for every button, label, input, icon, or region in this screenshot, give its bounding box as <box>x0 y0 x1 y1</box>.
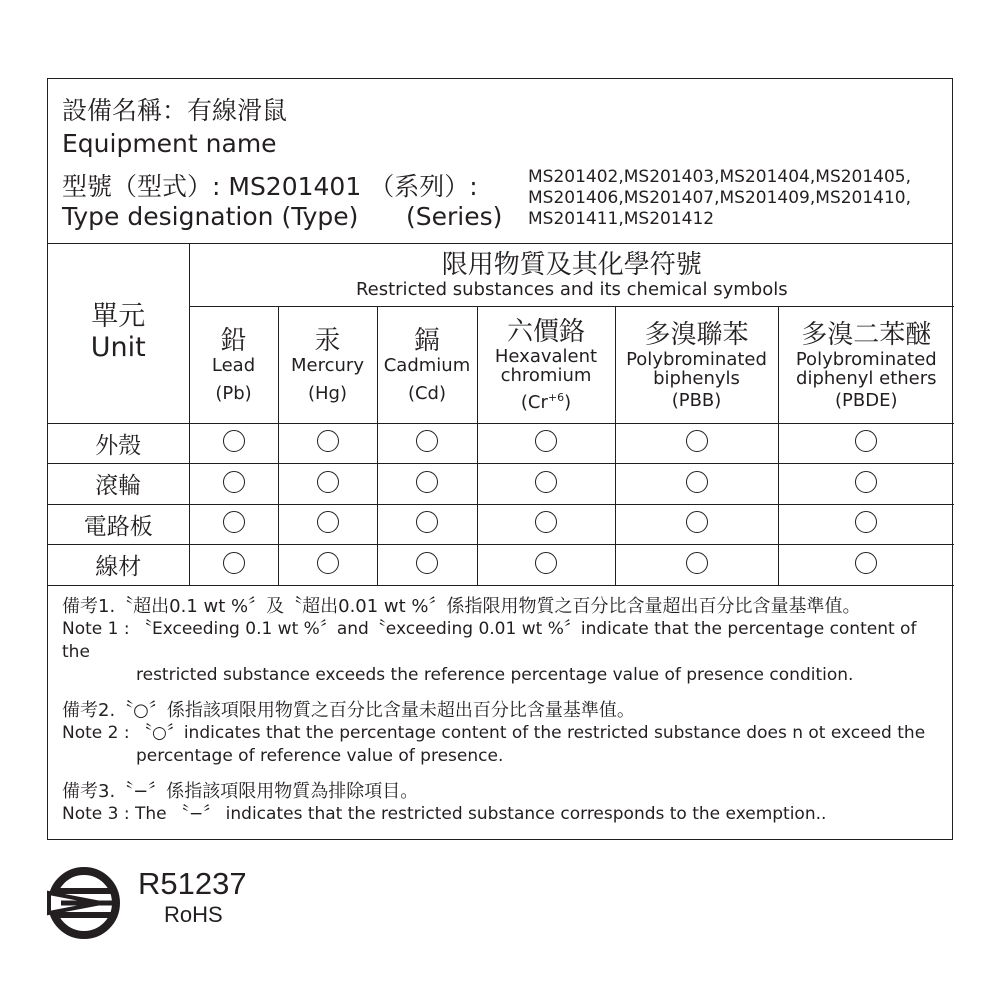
component-label: 電路板 <box>48 504 189 545</box>
compliance-cell <box>377 464 477 505</box>
compliance-circle-icon <box>855 471 877 493</box>
equipment-header <box>48 79 952 244</box>
substance-name-zh: 多溴二苯醚 <box>801 319 932 350</box>
rohs-label: RoHS <box>164 902 223 927</box>
substance-symbol <box>478 388 615 412</box>
compliance-cell <box>189 423 278 464</box>
compliance-circle-icon <box>317 511 339 533</box>
series-en: (Series) <box>406 202 503 231</box>
note-3-en: Note 3 : The 〝−〞 indicates that the restricted substance corresponds to the exemption.. <box>62 804 827 824</box>
series-models-line: MS201402,MS201403,MS201404,MS201405, <box>528 167 912 187</box>
substance-name-en-2: diphenyl ethers <box>796 367 937 389</box>
compliance-cell <box>778 545 954 586</box>
type-designation-en: Type designation (Type) <box>62 202 359 231</box>
symbol-text: (Cr <box>520 392 548 413</box>
note-3-zh: 備考3.〝−〞係指該項限用物質為排除項目。 <box>62 781 419 802</box>
note-2-en-continued: percentage of reference value of presence. <box>136 746 504 766</box>
compliance-circle-icon <box>317 471 339 493</box>
certification-info <box>138 866 247 928</box>
compliance-circle-icon <box>317 552 339 574</box>
substance-column-header <box>477 306 615 423</box>
substance-name-en: Lead <box>211 355 256 376</box>
note-2-en: Note 2 : 〝○〞indicates that the percentage content of the restricted substance does n ot exceed the <box>62 723 926 743</box>
substance-name-en-2: chromium <box>500 365 592 386</box>
symbol-superscript: +6 <box>547 391 565 404</box>
table-row <box>48 423 954 464</box>
compliance-circle-icon <box>686 552 708 574</box>
compliance-cell <box>615 423 778 464</box>
unit-header-en: Unit <box>90 332 146 364</box>
table-row <box>48 464 954 505</box>
series-models <box>528 167 948 230</box>
compliance-circle-icon <box>535 471 557 493</box>
compliance-cell <box>377 504 477 545</box>
notes-section <box>62 595 947 826</box>
component-label: 外殼 <box>48 423 189 464</box>
substances-title-cell <box>189 244 954 306</box>
component-label: 線材 <box>48 545 189 586</box>
rohs-declaration-sheet <box>47 78 953 840</box>
compliance-circle-icon <box>855 430 877 452</box>
substance-name-zh: 六價鉻 <box>506 317 585 347</box>
compliance-circle-icon <box>535 552 557 574</box>
compliance-cell <box>189 504 278 545</box>
restricted-substances-table <box>48 244 954 586</box>
compliance-circle-icon <box>223 471 245 493</box>
substance-symbol: (Hg) <box>307 383 347 404</box>
equipment-name-en: Equipment name <box>62 129 277 158</box>
compliance-circle-icon <box>317 430 339 452</box>
compliance-cell <box>377 423 477 464</box>
compliance-cell <box>189 545 278 586</box>
note-2-zh: 備考2.〝○〞係指該項限用物質之百分比含量未超出百分比含量基準值。 <box>62 700 635 721</box>
type-designation-zh: 型號（型式）: MS201401 （系列）: <box>62 172 478 201</box>
substances-title-en: Restricted substances and its chemical symbols <box>355 279 788 301</box>
series-models-line: MS201411,MS201412 <box>528 209 715 229</box>
compliance-circle-icon <box>416 552 438 574</box>
series-models-line: MS201406,MS201407,MS201409,MS201410, <box>528 188 912 208</box>
compliance-circle-icon <box>686 471 708 493</box>
substance-name-zh: 鎘 <box>413 326 440 356</box>
compliance-cell <box>778 423 954 464</box>
compliance-cell <box>778 464 954 505</box>
substance-name-en-2: biphenyls <box>653 367 740 389</box>
substance-name-en: Cadmium <box>383 355 471 376</box>
substance-column-header <box>778 306 954 423</box>
compliance-circle-icon <box>535 511 557 533</box>
substances-title-zh: 限用物質及其化學符號 <box>441 250 702 281</box>
substance-name-zh: 鉛 <box>220 326 247 356</box>
unit-header-zh: 單元 <box>91 301 146 333</box>
substance-symbol: (PBB) <box>671 389 722 411</box>
bsmi-certification-mark <box>45 866 123 944</box>
compliance-cell <box>189 464 278 505</box>
compliance-cell <box>477 545 615 586</box>
compliance-circle-icon <box>416 511 438 533</box>
compliance-circle-icon <box>223 511 245 533</box>
unit-header-cell <box>48 244 189 423</box>
substance-column-header <box>377 306 477 423</box>
compliance-circle-icon <box>855 552 877 574</box>
compliance-cell <box>477 423 615 464</box>
substance-symbol: (Pb) <box>215 383 252 404</box>
certification-code: R51237 <box>138 866 247 901</box>
table-row <box>48 545 954 586</box>
substance-column-header <box>189 306 278 423</box>
compliance-cell <box>615 464 778 505</box>
note-1-en-continued: restricted substance exceeds the reference percentage value of presence condition. <box>136 665 854 685</box>
table-row <box>48 504 954 545</box>
substance-name-en: Mercury <box>291 355 364 376</box>
compliance-cell <box>615 504 778 545</box>
compliance-circle-icon <box>535 430 557 452</box>
substance-symbol: (PBDE) <box>835 389 898 411</box>
compliance-cell <box>477 464 615 505</box>
substance-column-header <box>278 306 377 423</box>
equipment-name-zh: 設備名稱：有線滑鼠 <box>62 96 288 125</box>
substance-name-zh: 多溴聯苯 <box>644 319 749 350</box>
compliance-cell <box>615 545 778 586</box>
compliance-cell <box>278 464 377 505</box>
compliance-circle-icon <box>855 511 877 533</box>
compliance-cell <box>278 423 377 464</box>
note-1-en: Note 1 : 〝Exceeding 0.1 wt %〞and〝exceeding 0.01 wt %〞indicate that the percentage content of the <box>62 619 917 662</box>
note-1-zh: 備考1.〝超出0.1 wt %〞及〝超出0.01 wt %〞係指限用物質之百分比含量超出百分比含量基準值。 <box>62 596 861 617</box>
substance-column-header <box>615 306 778 423</box>
substance-name-en: Polybrominated <box>626 348 767 370</box>
compliance-cell <box>278 545 377 586</box>
substance-name-zh: 汞 <box>314 326 341 356</box>
compliance-cell <box>278 504 377 545</box>
symbol-close: ) <box>564 392 572 413</box>
compliance-circle-icon <box>416 471 438 493</box>
compliance-circle-icon <box>686 430 708 452</box>
bsmi-logo-icon <box>45 866 123 940</box>
compliance-circle-icon <box>686 511 708 533</box>
compliance-cell <box>477 504 615 545</box>
compliance-circle-icon <box>223 552 245 574</box>
substance-symbol: (Cd) <box>407 383 447 404</box>
compliance-circle-icon <box>223 430 245 452</box>
substance-name-en: Polybrominated <box>795 348 937 370</box>
compliance-cell <box>377 545 477 586</box>
substance-name-en: Hexavalent <box>494 346 598 367</box>
compliance-cell <box>778 504 954 545</box>
component-label: 滾輪 <box>48 464 189 505</box>
compliance-circle-icon <box>416 430 438 452</box>
